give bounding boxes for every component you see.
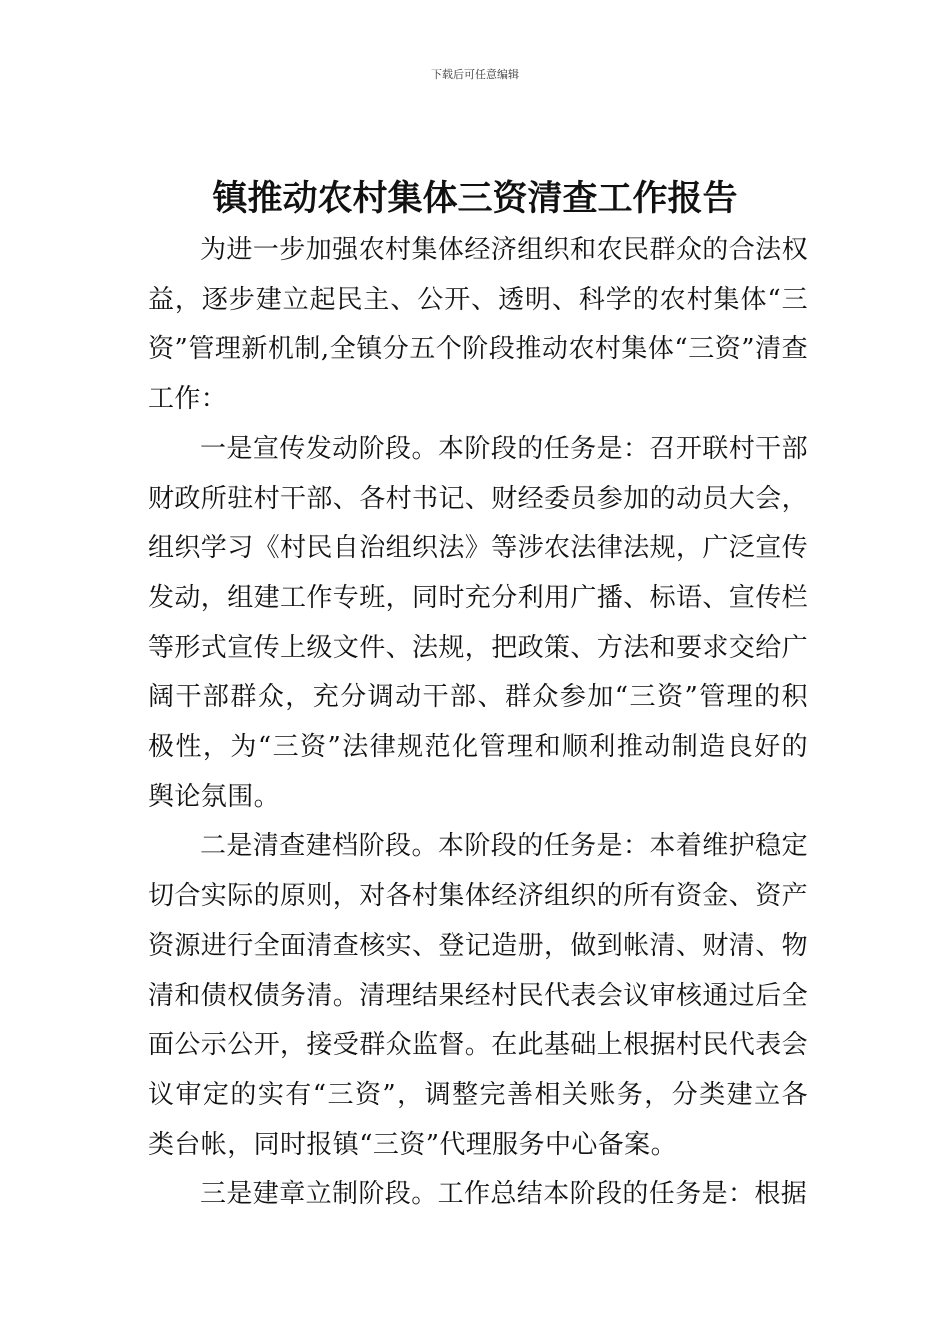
document-body	[148, 226, 808, 1220]
paragraph-stage-2: 二是清查建档阶段。本阶段的任务是：本着维护稳定切合实际的原则，对各村集体经济组织的所有资金、资产资源进行全面清查核实、登记造册，做到帐清、财清、物清和债权债务清。清理结果经村民代表会议审核通过后全面公示公开，接受群众监督。在此基础上根据村民代表会议审定的实有“三资”，调整完善相关账务，分类建立各类台帐，同时报镇“三资”代理服务中心备案。	[148, 831, 809, 1160]
paragraph-stage-3: 三是建章立制阶段。工作总结本阶段的任务是：根据	[200, 1179, 808, 1210]
document-title: 镇推动农村集体三资清查工作报告	[212, 179, 738, 219]
paragraph-stage-1: 一是宣传发动阶段。本阶段的任务是：召开联村干部财政所驻村干部、各村书记、财经委员参加的动员大会，组织学习《村民自治组织法》等涉农法律法规，广泛宣传发动，组建工作专班，同时充分利用广播、标语、宣传栏等形式宣传上级文件、法规，把政策、方法和要求交给广阔干部群众，充分调动干部、群众参加“三资”管理的积极性，为“三资”法律规范化管理和顺利推动制造良好的舆论氛围。	[148, 433, 809, 812]
header-note: 下载后可任意编辑	[431, 68, 519, 81]
paragraph-intro: 为进一步加强农村集体经济组织和农民群众的合法权益，逐步建立起民主、公开、透明、科学的农村集体“三资”管理新机制,全镇分五个阶段推动农村集体“三资”清查工作：	[148, 235, 808, 415]
